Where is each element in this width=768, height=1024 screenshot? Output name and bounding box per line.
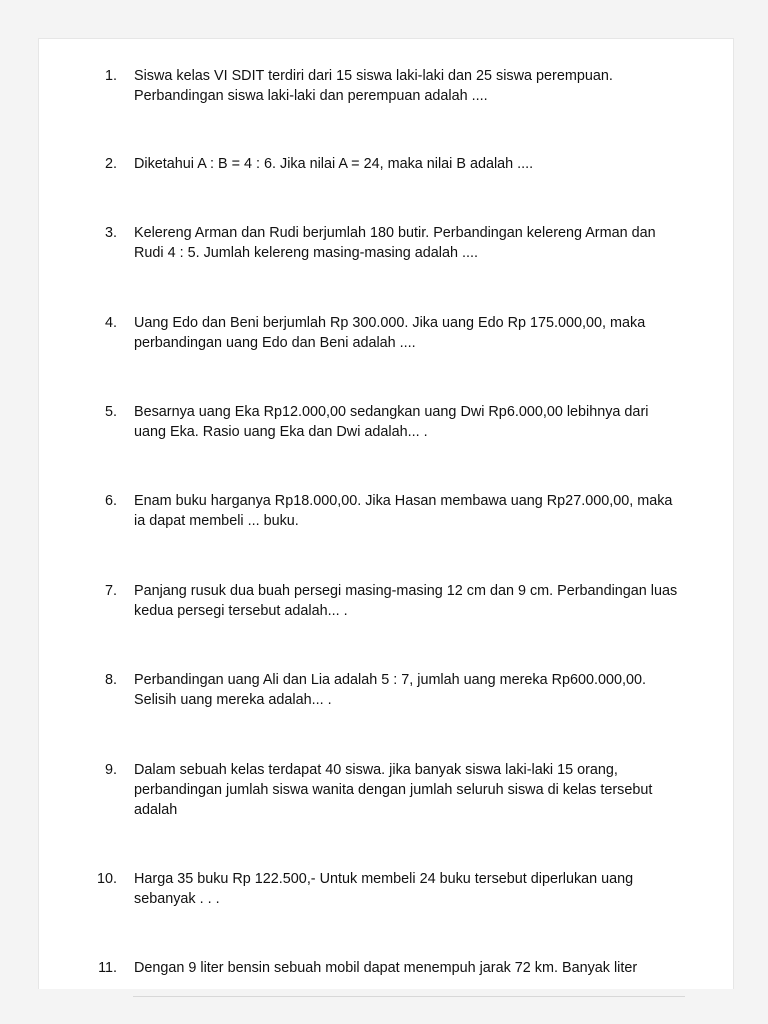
- page-divider: [133, 996, 685, 997]
- question-number: 6.: [104, 493, 117, 509]
- question-text: Enam buku harganya Rp18.000,00. Jika Hasan membawa uang Rp27.000,00, maka ia dapat membeli ... buku.: [134, 493, 673, 529]
- question-text: Kelereng Arman dan Rudi berjumlah 180 butir. Perbandingan kelereng Arman dan Rudi 4 : 5. Jumlah kelereng masing-masing adalah ....: [134, 225, 656, 261]
- question-text: Uang Edo dan Beni berjumlah Rp 300.000. Jika uang Edo Rp 175.000,00, maka perbandingan uang Edo dan Beni adalah ....: [134, 315, 646, 351]
- question-number: 2.: [104, 156, 117, 172]
- question-number: 7.: [104, 583, 117, 599]
- question-text: Perbandingan uang Ali dan Lia adalah 5 : 7, jumlah uang mereka Rp600.000,00. Selisih uang mereka adalah... .: [134, 672, 647, 708]
- question-number: 4.: [104, 315, 117, 331]
- question-text: Harga 35 buku Rp 122.500,- Untuk membeli 24 buku tersebut diperlukan uang sebanyak . . .: [134, 871, 634, 907]
- question-number: 11.: [98, 960, 117, 976]
- question-number: 8.: [104, 672, 117, 688]
- question-text: Dalam sebuah kelas terdapat 40 siswa. jika banyak siswa laki-laki 15 orang, perbandingan jumlah siswa wanita dengan jumlah seluruh siswa di kelas tersebut adalah: [134, 762, 653, 818]
- question-number: 3.: [104, 225, 117, 241]
- question-number: 9.: [104, 762, 117, 778]
- question-text: Siswa kelas VI SDIT terdiri dari 15 siswa laki-laki dan 25 siswa perempuan. Perbandingan siswa laki-laki dan perempuan adalah ....: [134, 68, 613, 104]
- question-text: Besarnya uang Eka Rp12.000,00 sedangkan uang Dwi Rp6.000,00 lebihnya dari uang Eka. Rasio uang Eka dan Dwi adalah... .: [134, 404, 649, 440]
- document-page: [38, 38, 734, 989]
- question-number: 5.: [104, 404, 117, 420]
- question-number: 1.: [104, 68, 117, 84]
- question-text: Diketahui A : B = 4 : 6. Jika nilai A = 24, maka nilai B adalah ....: [134, 156, 534, 172]
- question-number: 10.: [96, 871, 117, 887]
- question-text: Dengan 9 liter bensin sebuah mobil dapat menempuh jarak 72 km. Banyak liter: [134, 960, 638, 976]
- question-text: Panjang rusuk dua buah persegi masing-masing 12 cm dan 9 cm. Perbandingan luas kedua persegi tersebut adalah... .: [134, 583, 678, 619]
